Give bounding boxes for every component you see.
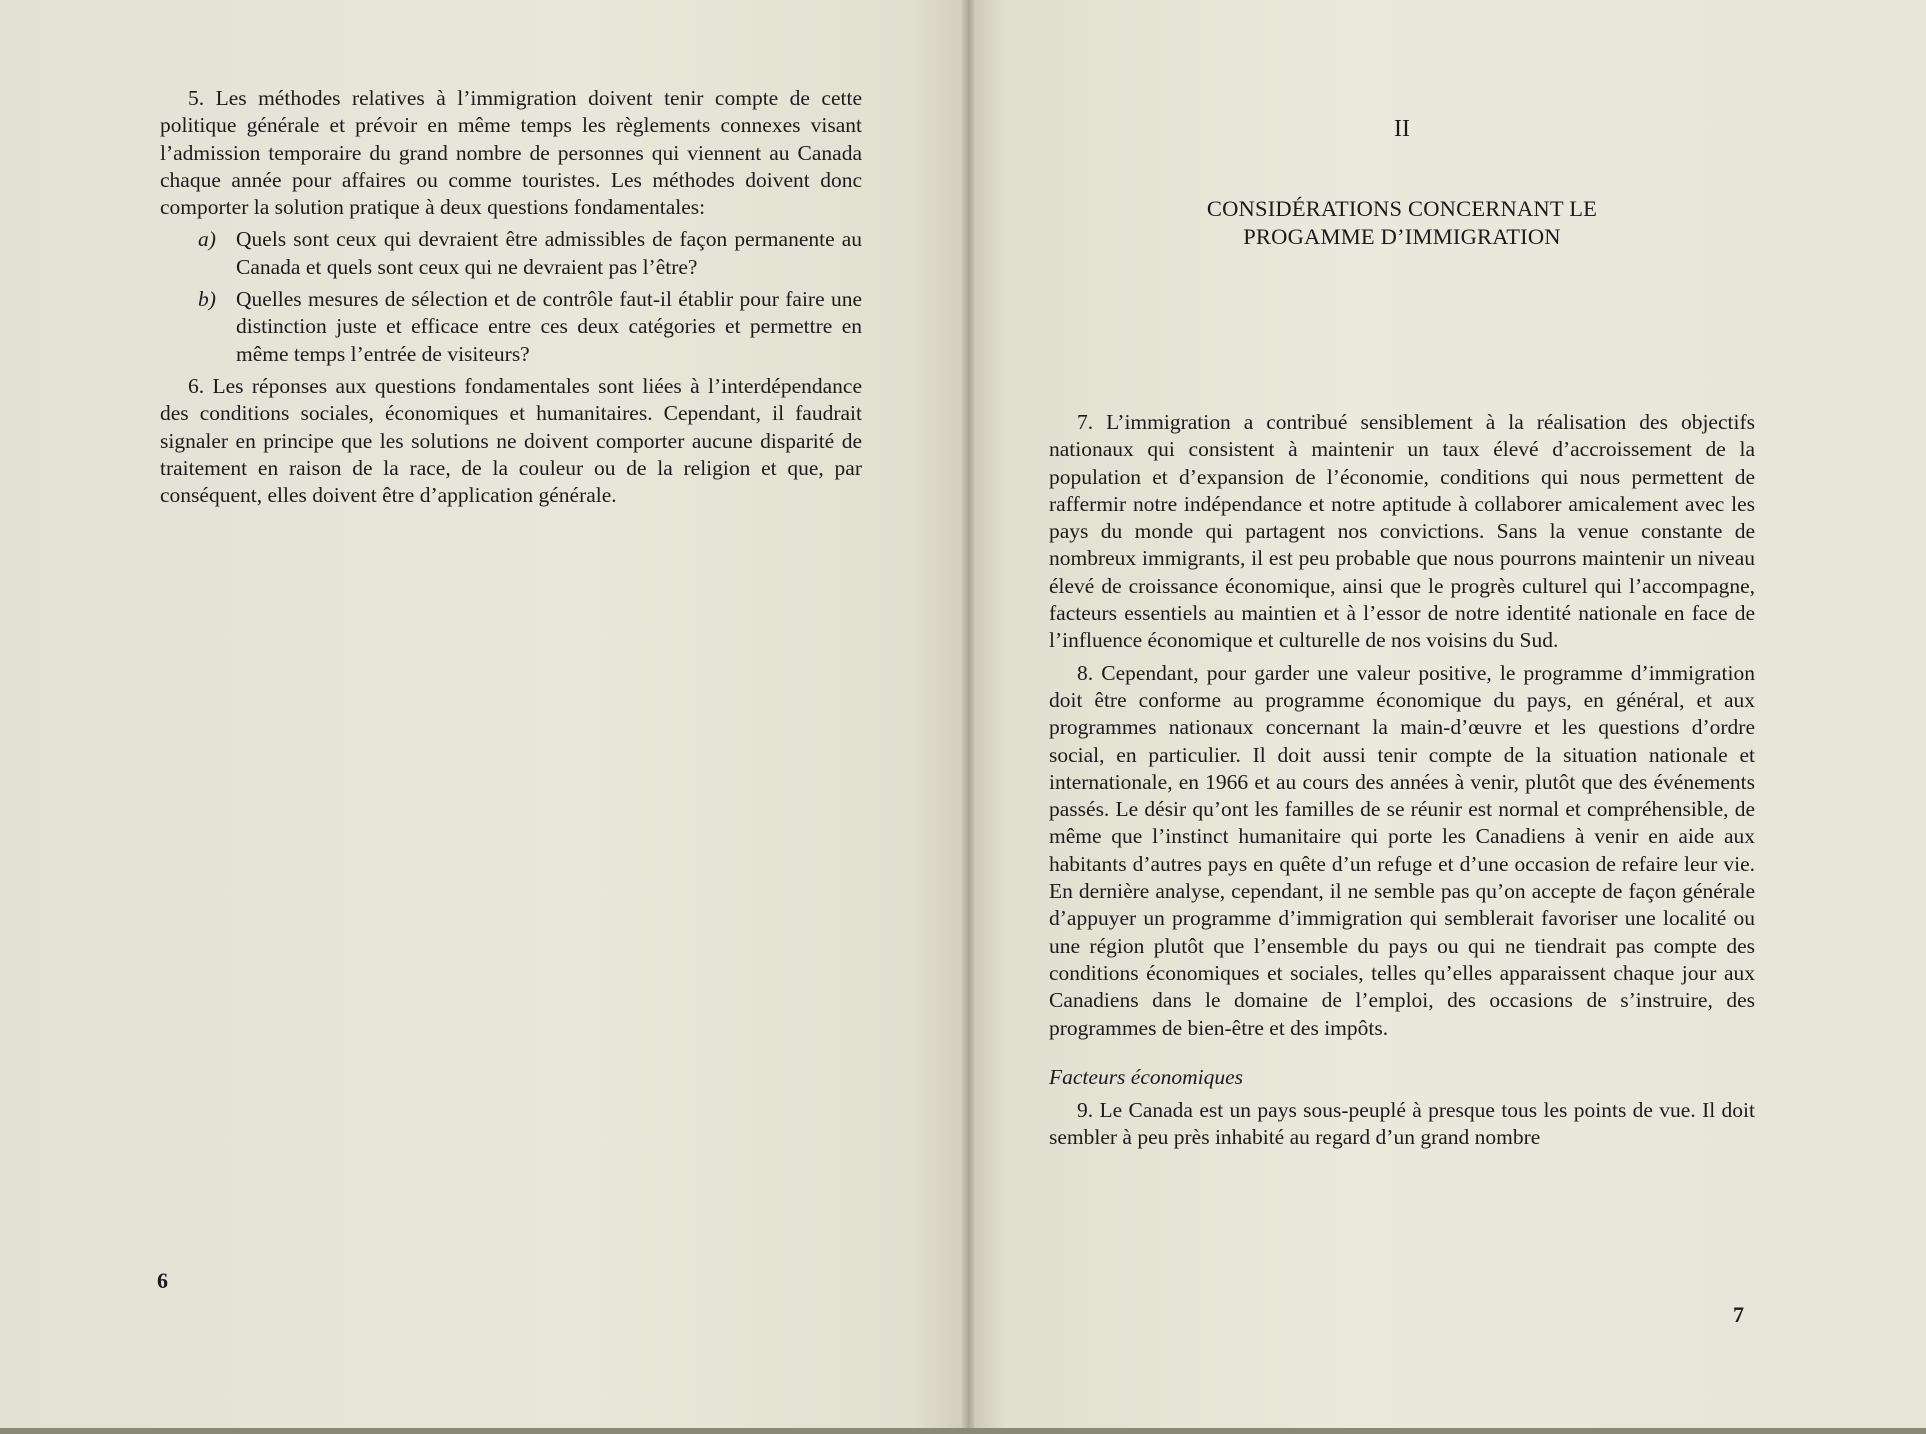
item-text: Quelles mesures de sélection et de contrôle faut-il établir pour faire une distinction juste et efficace entre ces deux catégories et permettre en même temps l’entrée de visiteurs? [236, 287, 862, 366]
question-list [160, 226, 862, 367]
paragraph-6: 6. Les réponses aux questions fondamentales sont liées à l’interdépendance des conditions sociales, économiques et humanitaires. Cependant, il faudrait signaler en principe que les solutions ne doivent comporter aucune disparité de traitement en raison de la race, de la couleur ou de la religion et que, par conséquent, elles doivent être d’application générale. [160, 373, 862, 508]
page-bottom-edge [0, 1428, 1926, 1434]
question-item-b [198, 286, 862, 368]
chapter-title-line-2: PROGAMME D’IMMIGRATION [1243, 224, 1561, 249]
question-item-a [198, 226, 862, 281]
chapter-title [1049, 195, 1755, 251]
chapter-title-line-1: CONSIDÉRATIONS CONCERNANT LE [1206, 196, 1598, 221]
book-gutter [962, 0, 974, 1434]
paragraph-5: 5. Les méthodes relatives à l’immigration doivent tenir compte de cette politique générale et prévoir en même temps les règlements connexes visant l’admission temporaire du grand nombre de personnes qui viennent au Canada chaque année pour affaires ou comme touristes. Les méthodes doivent donc comporter la solution pratique à deux questions fondamentales: [160, 86, 862, 220]
left-page-body [160, 85, 862, 509]
right-page-body [1049, 409, 1755, 1152]
page-number-left: 6 [157, 1268, 168, 1293]
section-heading: Facteurs économiques [1049, 1064, 1244, 1089]
chapter-number: II [1394, 116, 1410, 142]
item-text: Quels sont ceux qui devraient être admissibles de façon permanente au Canada et quels sont ceux qui ne devraient pas l’être? [236, 227, 862, 279]
item-label: a) [198, 227, 216, 252]
page-number-right: 7 [1733, 1302, 1744, 1327]
item-label: b) [198, 287, 216, 312]
paragraph-8: 8. Cependant, pour garder une valeur positive, le programme d’immigration doit être conforme au programme économique du pays, en général, et aux programmes nationaux concernant la main-d’œuvre et les questions d’ordre social, en particulier. Il doit aussi tenir compte de la situation nationale et internationale, en 1966 et au cours des années à venir, plutôt que des événements passés. Le désir qu’ont les familles de se réunir est normal et compréhensible, de même que l’instinct humanitaire qui porte les Canadiens à venir en aide aux habitants d’autres pays en quête d’un refuge et d’une occasion de refaire leur vie. En dernière analyse, cependant, il ne semble pas qu’on accepte de façon générale d’appuyer un programme d’immigration qui semblerait favoriser une localité ou une région plutôt que l’ensemble du pays ou qui ne tiendrait pas compte des conditions économiques et sociales, telles qu’elles apparaissent chaque jour aux Canadiens dans le domaine de l’emploi, des occasions de s’instruire, des programmes de bien-être et des impôts. [1049, 660, 1755, 1040]
paragraph-9: 9. Le Canada est un pays sous-peuplé à presque tous les points de vue. Il doit sembler à peu près inhabité au regard d’un grand nombre [1049, 1098, 1755, 1150]
paragraph-7: 7. L’immigration a contribué sensiblement à la réalisation des objectifs nationaux qui consistent à maintenir un taux élevé d’accroissement de la population et d’expansion de l’économie, conditions qui nous permettent de raffermir notre indépendance et notre aptitude à collaborer amicalement avec les pays du monde qui partagent nos convictions. Sans la venue constante de nombreux immigrants, il est peu probable que nous pourrons maintenir un niveau élevé de croissance économique, ainsi que le progrès culturel qui l’accompagne, facteurs essentiels au maintien et à l’essor de notre identité nationale en face de l’influence économique et culturelle de nos voisins du Sud. [1049, 410, 1755, 653]
